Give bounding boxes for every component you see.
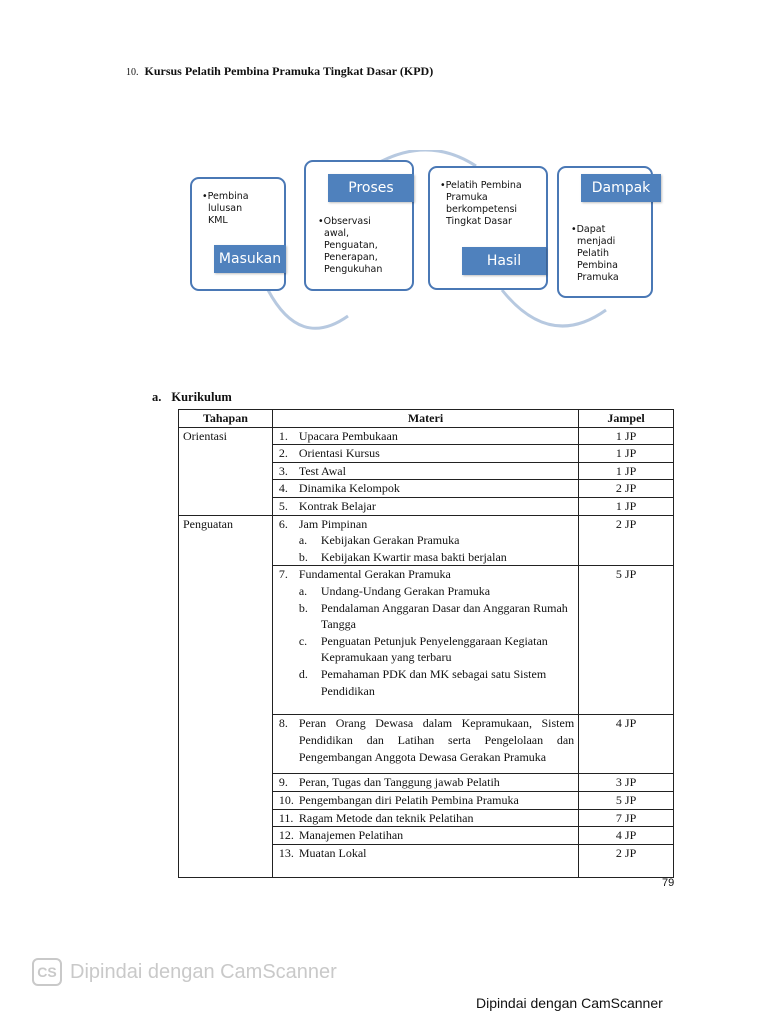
materi-cell: 12. Manajemen Pelatihan xyxy=(272,827,578,845)
materi-cell: 13. Muatan Lokal xyxy=(272,844,578,877)
jampel-cell: 4 JP xyxy=(579,715,674,774)
jampel-cell: 1 JP xyxy=(579,445,674,463)
table-row xyxy=(179,515,674,566)
section-title: Kursus Pelatih Pembina Pramuka Tingkat Dasar (KPD) xyxy=(144,64,434,78)
page-number: 79 xyxy=(662,877,675,889)
materi-cell: 10. Pengembangan diri Pelatih Pembina Pramuka xyxy=(272,791,578,809)
footer-scan-note: Dipindai dengan CamScanner xyxy=(476,995,663,1011)
dampak-text: •Dapat menjadi Pelatih Pembina Pramuka xyxy=(571,224,619,283)
kurikulum-heading xyxy=(152,390,232,405)
camscanner-logo-icon: CS xyxy=(32,958,62,986)
kurikulum-title: Kurikulum xyxy=(171,390,232,404)
kpd-flow-diagram xyxy=(180,150,680,340)
section-heading xyxy=(126,64,433,79)
masukan-box xyxy=(190,177,286,291)
jampel-cell: 2 JP xyxy=(579,480,674,498)
proses-label: Proses xyxy=(328,174,414,202)
header-materi: Materi xyxy=(272,410,578,428)
materi-cell: 2. Orientasi Kursus xyxy=(272,445,578,463)
materi-cell: 5. Kontrak Belajar xyxy=(272,497,578,515)
tahapan-penguatan: Penguatan xyxy=(179,515,273,877)
jampel-cell: 7 JP xyxy=(579,809,674,827)
table-header-row xyxy=(179,410,674,428)
materi-cell: 9. Peran, Tugas dan Tanggung jawab Pelatih xyxy=(272,774,578,792)
materi-cell: 11. Ragam Metode dan teknik Pelatihan xyxy=(272,809,578,827)
jampel-cell: 2 JP xyxy=(579,515,674,566)
jampel-cell: 2 JP xyxy=(579,844,674,877)
camscanner-watermark xyxy=(32,958,337,986)
arrow-masukan-proses xyxy=(268,290,348,328)
jampel-cell: 1 JP xyxy=(579,427,674,445)
materi-cell: 1. Upacara Pembukaan xyxy=(272,427,578,445)
jampel-cell: 5 JP xyxy=(579,566,674,715)
dampak-label: Dampak xyxy=(581,174,661,202)
jampel-cell: 1 JP xyxy=(579,497,674,515)
section-number: 10. xyxy=(126,67,139,78)
masukan-text: •Pembina lulusan KML xyxy=(202,191,249,226)
materi-cell: 6. Jam Pimpinan a. Kebijakan Gerakan Pramuka b. Kebijakan Kwartir masa bakti berjalan xyxy=(272,515,578,566)
materi-cell: 8. Peran Orang Dewasa dalam Kepramukaan, Sistem Pendidikan dan Latihan serta Pengelolaan dan Pengembangan Anggota Dewasa Gerakan Pramuka xyxy=(272,715,578,774)
materi-cell: 4. Dinamika Kelompok xyxy=(272,480,578,498)
watermark-text: Dipindai dengan CamScanner xyxy=(70,960,337,983)
materi-cell: 7. Fundamental Gerakan Pramuka a. Undang-Undang Gerakan Pramuka b. Pendalaman Anggaran Dasar dan Anggaran Rumah Tangga c. Penguatan Petunjuk Penyelenggaraan Kegiatan Kepramukaan yang terbaru d. Pemahaman PDK dan MK sebagai satu Sistem Pendidikan xyxy=(272,566,578,715)
jampel-cell: 1 JP xyxy=(579,462,674,480)
jampel-cell: 5 JP xyxy=(579,791,674,809)
masukan-label: Masukan xyxy=(214,245,286,273)
header-tahapan: Tahapan xyxy=(179,410,273,428)
proses-text: •Observasi awal, Penguatan, Penerapan, Pengukuhan xyxy=(318,216,383,275)
header-jampel: Jampel xyxy=(579,410,674,428)
table-row xyxy=(179,427,674,445)
tahapan-orientasi: Orientasi xyxy=(179,427,273,515)
jampel-cell: 3 JP xyxy=(579,774,674,792)
kurikulum-table xyxy=(178,409,674,878)
jampel-cell: 4 JP xyxy=(579,827,674,845)
hasil-label: Hasil xyxy=(462,247,546,275)
materi-cell: 3. Test Awal xyxy=(272,462,578,480)
hasil-text: •Pelatih Pembina Pramuka berkompetensi Tingkat Dasar xyxy=(440,180,522,227)
kurikulum-letter: a. xyxy=(152,390,162,404)
